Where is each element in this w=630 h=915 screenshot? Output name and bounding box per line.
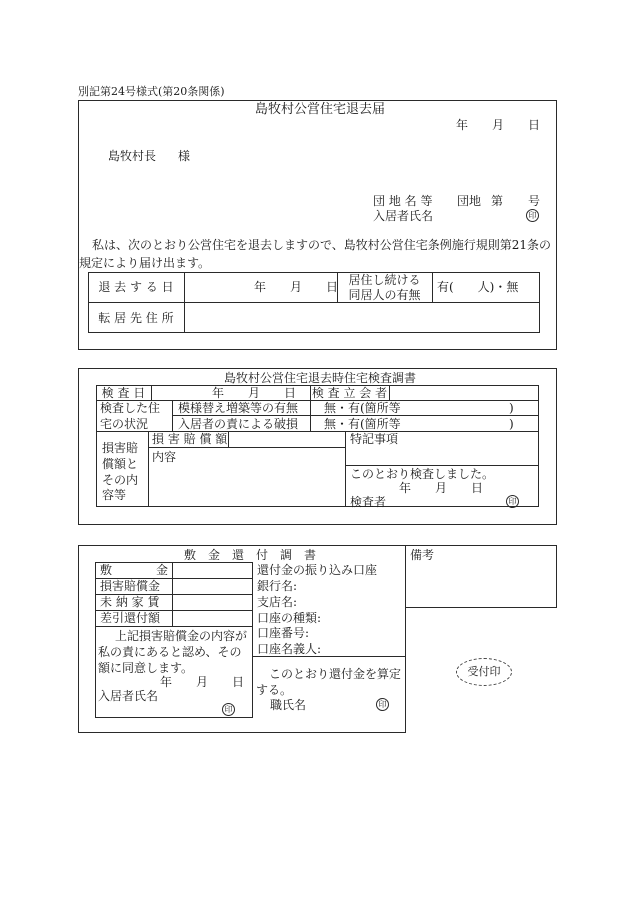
cohabitant-value: 有( 人)・無 [437,280,519,294]
deposit-row-label: 未 納 家 賃 [100,595,160,609]
grid-line [96,400,539,401]
notice-body-line1: 私は、次のとおり公営住宅を退去しますので、島牧村公営住宅条例施行規則第21条の [92,238,552,252]
cohabitant-label-line2: 同居人の有無 [348,288,421,302]
cohabitant-label-line1: 居住し続ける [348,273,421,287]
alteration-label: 模様替え増築等の有無 [178,401,299,415]
go-label: 号 [528,194,541,208]
danchi-label: 団 地 名 等 [373,194,433,208]
grid-line [252,656,406,657]
addressee: 島牧村長 [108,149,157,163]
alteration-close-paren: ) [509,401,514,415]
grid-line [151,385,152,400]
account-heading: 還付金の振り込み口座 [257,563,378,577]
account-field-label: 口座の種類: [257,611,322,625]
calc-line1: このとおり還付金を算定 [269,667,402,681]
damage-close-paren: ) [509,417,514,431]
grid-line [184,272,185,333]
grid-line [148,431,149,507]
damage-label: 入居者の責による破損 [178,417,299,431]
condition-label-line1: 検査した住 [100,401,161,415]
deposit-row-label: 敷 金 [100,563,171,577]
compensation-content-label: 内容 [152,450,177,464]
inspection-date-label: 検 査 日 [101,386,146,400]
reception-stamp-icon: 受付印 [456,658,512,686]
inspection-certification-date: 年 月 日 [399,481,484,495]
account-field-label: 支店名: [257,595,298,609]
consent-resident-label: 入居者氏名 [98,689,159,703]
grid-line [88,302,540,303]
consent-date: 年 月 日 [160,675,245,689]
condition-label-line2: 宅の状況 [100,417,149,431]
notice-body-line2: 規定により届け出ます。 [79,256,211,270]
damage-value: 無・有(箇所等 [324,417,401,431]
form-number-label: 別記第24号様式(第20条関係) [78,85,225,98]
addressee-honorific: 様 [178,149,191,163]
grid-line [148,447,345,448]
witness-label: 検 査 立 会 者 [311,386,388,400]
deposit-row-label: 差引還付額 [100,611,161,625]
grid-line [172,562,173,626]
compensation-side-label-2: 償額と [102,457,139,471]
danchi-unit: 団地 [457,194,482,208]
notice-title: 島牧村公営住宅退去届 [254,102,385,117]
grid-line [228,431,229,447]
compensation-side-label-3: その内 [102,473,139,487]
compensation-side-label-1: 損害賠 [102,441,139,455]
seal-mark-icon: 印 [526,209,539,222]
official-name-label: 職氏名 [270,698,307,712]
inspection-title: 島牧村公営住宅退去時住宅検査調書 [223,371,416,385]
consent-line3: 額に同意します。 [98,661,194,675]
deposit-row-label: 損害賠償金 [100,579,161,593]
account-field-label: 銀行名: [257,579,298,593]
seal-mark-icon: 印 [376,698,389,711]
notice-date: 年 月 日 [456,118,541,132]
seal-mark-icon: 印 [222,703,235,716]
compensation-amount-label: 損 害 賠 償 額 [152,432,228,446]
grid-line [345,465,539,466]
dai-label: 第 [491,194,504,208]
inspector-label: 検査者 [350,495,387,509]
consent-line1: 上記損害賠償金の内容が [115,629,248,643]
grid-line [172,400,173,431]
consent-line2: 私の責にあると認め、その [98,645,242,659]
compensation-side-label-4: 容等 [102,488,127,502]
seal-mark-icon: 印 [506,495,519,508]
grid-line [95,626,253,627]
move-out-date-value: 年 月 日 [254,280,339,294]
inspection-date-value: 年 月 日 [212,386,297,400]
grid-line [172,415,539,416]
grid-line [432,272,433,302]
account-field-label: 口座番号: [257,626,310,640]
grid-line [389,385,390,400]
calc-line2: する。 [256,683,293,697]
remarks-label: 備考 [410,548,435,562]
new-address-label: 転 居 先 住 所 [98,311,174,325]
move-out-date-label: 退 去 す る 日 [98,280,174,294]
account-field-label: 口座名義人: [257,642,322,656]
grid-line [345,431,346,507]
deposit-refund-title: 敷 金 還 付 調 書 [184,548,317,562]
alteration-value: 無・有(箇所等 [324,401,401,415]
remarks-special-label: 特記事項 [350,432,399,446]
inspection-certification: このとおり検査しました。 [350,467,495,481]
resident-name-label: 入居者氏名 [373,209,434,223]
